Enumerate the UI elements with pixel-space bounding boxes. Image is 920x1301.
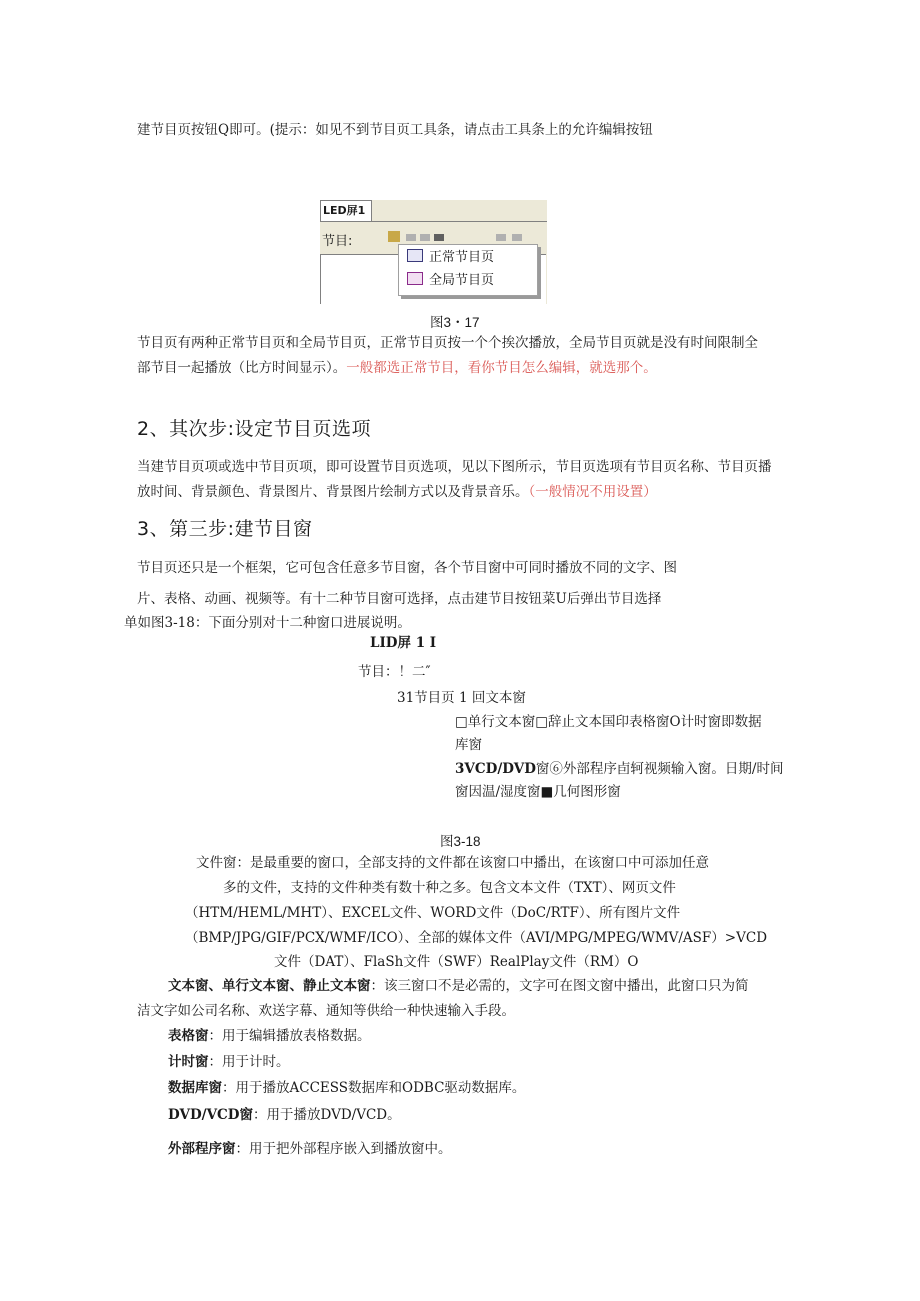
- definition-text: ：用于播放ACCESS数据库和ODBC驱动数据库。: [222, 1080, 526, 1096]
- definition-text: ：用于把外部程序嵌入到播放窗中。: [235, 1141, 452, 1157]
- figure-3-18-text: [455, 759, 783, 779]
- definition-term: 文本窗、单行文本窗、静止文本窗: [168, 978, 371, 994]
- definition-text: ：用于播放DVD/VCD。: [253, 1107, 401, 1123]
- led-screen-tab[interactable]: LED屏1: [320, 200, 372, 222]
- definition-line: [168, 1052, 290, 1072]
- normal-page-icon: [407, 249, 423, 262]
- paragraph-line: 片、表格、动画、视频等。有十二种节目窗可选择，点击建节目按钮菜U后弹出节目选择: [137, 591, 662, 607]
- menu-item-normal-page[interactable]: [407, 248, 494, 268]
- top-text-line: 建节目页按钮Q即可。(提示：如见不到节目页工具条，请点击工具条上的允许编辑按钮: [137, 122, 653, 138]
- tab-divider: [320, 221, 547, 222]
- definition-line: 洁文字如公司名称、欢送字幕、通知等供给一种快速输入手段。: [137, 1003, 515, 1019]
- menu-item-label: 全局节目页: [429, 273, 495, 288]
- toolbar-icon[interactable]: [406, 234, 416, 241]
- definition-term: 外部程序窗: [168, 1141, 236, 1157]
- highlight-text: 一般都选正常节目，看你节目怎么编辑，就选那个。: [346, 360, 657, 376]
- description-line: （HTM/HEML/MHT）、EXCEL文件、WORD文件（DoC/RTF）、所有图片文件: [185, 905, 681, 921]
- paragraph-line: 单如图3-18：下面分别对十二种窗口进展说明。: [124, 615, 411, 631]
- definition-text: ：该三窗口不是必需的，文字可在图文窗中播出，此窗口只为简: [370, 978, 749, 994]
- definition-term: DVD/VCD窗: [168, 1107, 254, 1123]
- figure-3-18-text: 节目：！二″: [358, 664, 431, 680]
- paragraph-line: 节目页有两种正常节目页和全局节目页，正常节目页按一个个挨次播放，全局节目页就是没有时间限制全: [137, 335, 758, 351]
- definition-line: [168, 1139, 452, 1159]
- definition-line: [168, 1078, 525, 1098]
- figure-3-18-text: □单行文本窗□辞止文本国印表格窗O计时窗即数据: [455, 714, 762, 730]
- figure-3-18-text: 库窗: [455, 737, 482, 753]
- menu-item-global-page[interactable]: [407, 271, 494, 291]
- figure-3-18-bold: 3VCD/DVD: [455, 761, 536, 777]
- definition-term: 数据库窗: [168, 1080, 222, 1096]
- program-field-label: 节目:: [322, 234, 353, 249]
- definition-line: [168, 1105, 401, 1125]
- toolbar-icon[interactable]: [434, 234, 444, 241]
- figure-3-18-text: 31节目页 1 回文本窗: [397, 690, 526, 706]
- paragraph-text: 部节目一起播放（比方时间显示）。: [137, 360, 347, 376]
- definition-text: ：用于计时。: [208, 1054, 290, 1070]
- section-heading: 2、其次步:设定节目页选项: [137, 418, 371, 440]
- paragraph-text: 放时间、背景颜色、背景图片、背景图片绘制方式以及背景音乐。: [137, 484, 529, 500]
- paragraph-line: [137, 358, 657, 378]
- definition-term: 表格窗: [168, 1028, 209, 1044]
- figure-3-18-text: 窗因温/湿度窗■几何图形窗: [455, 784, 621, 800]
- definition-term: 计时窗: [168, 1054, 209, 1070]
- description-line: 文件（DAT）、FlaSh文件（SWF）RealPlay文件（RM）O: [274, 954, 639, 970]
- new-page-popup-menu: [398, 244, 538, 296]
- menu-item-label: 正常节目页: [429, 250, 495, 265]
- global-page-icon: [407, 272, 423, 285]
- definition-line: [168, 976, 749, 996]
- figure-caption: 图3-18: [440, 834, 481, 849]
- figure-3-18-text: LID屏 1 I: [370, 635, 437, 651]
- section-heading: 3、第三步:建节目窗: [137, 518, 313, 540]
- highlight-text: （一般情况不用设置）: [528, 484, 657, 500]
- toolbar-icon[interactable]: [420, 234, 430, 241]
- figure-3-18-text: 窗⑥外部程序卣轲视频输入窗。日期/时间: [535, 761, 784, 777]
- definition-line: [168, 1026, 371, 1046]
- description-line: 多的文件，支持的文件种类有数十种之多。包含文本文件（TXT）、网页文件: [223, 880, 676, 896]
- new-page-icon[interactable]: [388, 231, 400, 242]
- paragraph-line: 节目页还只是一个框架，它可包含任意多节目窗，各个节目窗中可同时播放不同的文字、图: [137, 560, 677, 576]
- paragraph-line: 当建节目页项或选中节目页项，即可设置节目页选项，见以下图所示，节目页选项有节目页名称、节目页播: [137, 459, 772, 475]
- figure-3-17-screenshot: [320, 200, 547, 304]
- description-line: 文件窗：是最重要的窗口，全部支持的文件都在该窗口中播出，在该窗口中可添加任意: [196, 855, 709, 871]
- toolbar-icon[interactable]: [496, 234, 506, 241]
- description-line: （BMP/JPG/GIF/PCX/WMF/ICO）、全部的媒体文件（AVI/MPG/MPEG/WMV/ASF）>VCD: [185, 930, 768, 946]
- toolbar-icon[interactable]: [512, 234, 522, 241]
- figure-caption: 图3・17: [430, 315, 480, 330]
- paragraph-line: [137, 482, 657, 502]
- definition-text: ：用于编辑播放表格数据。: [208, 1028, 371, 1044]
